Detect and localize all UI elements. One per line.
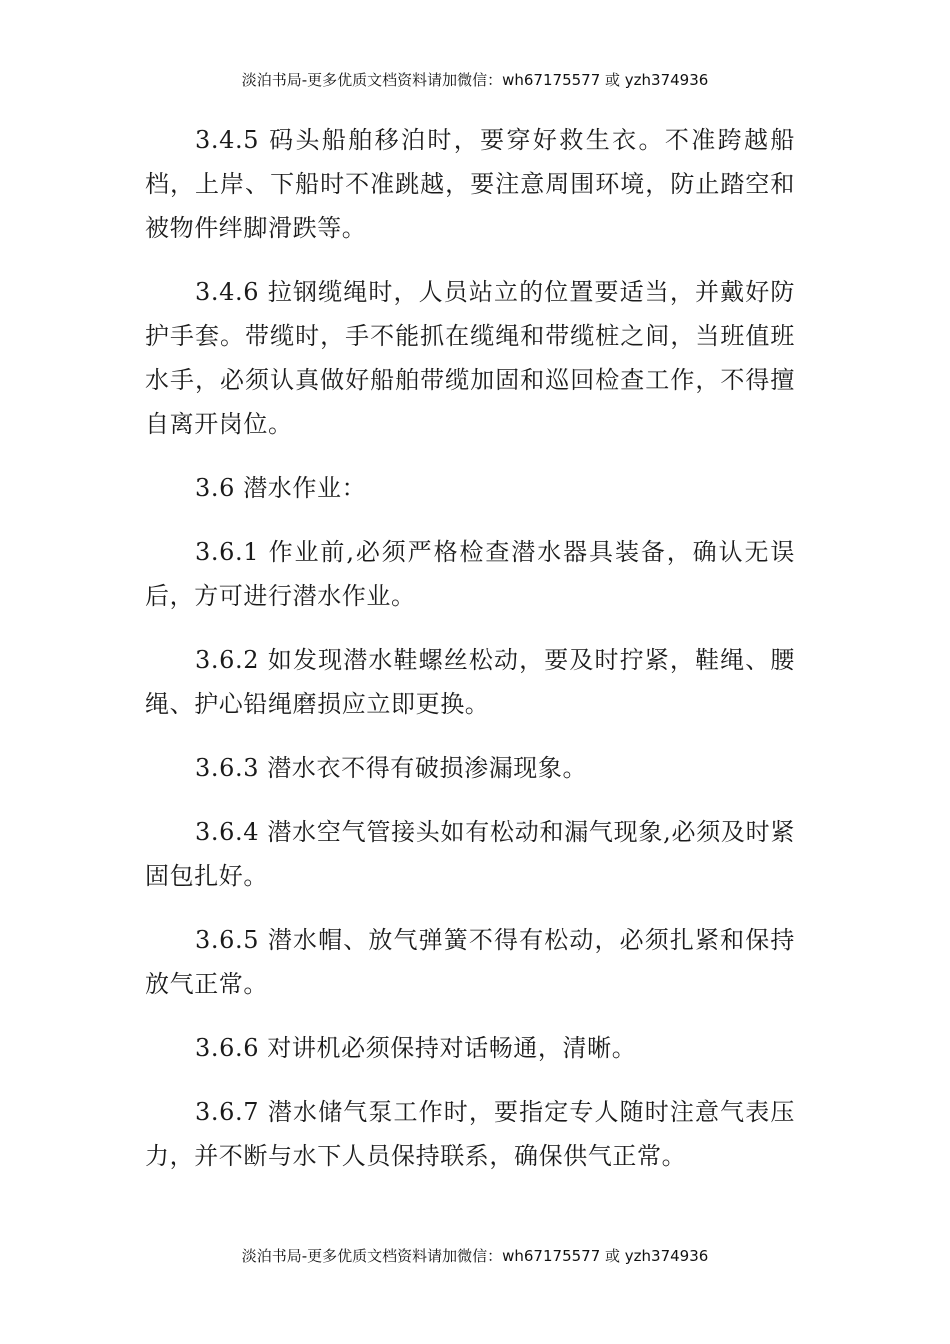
paragraph-3-4-5: 3.4.5 码头船舶移泊时，要穿好救生衣。不准跨越船档，上岸、下船时不准跳越，要注意周围环境，防止踏空和被物件绊脚滑跌等。 <box>145 126 795 242</box>
paragraph-3-6-4: 3.6.4 潜水空气管接头如有松动和漏气现象,必须及时紧固包扎好。 <box>145 818 795 890</box>
paragraph-3-6-7: 3.6.7 潜水储气泵工作时，要指定专人随时注意气表压力，并不断与水下人员保持联系，确保供气正常。 <box>145 1098 795 1170</box>
paragraph-3-6-6: 3.6.6 对讲机必须保持对话畅通，清晰。 <box>195 1034 637 1062</box>
paragraph-3-4-6: 3.4.6 拉钢缆绳时，人员站立的位置要适当，并戴好防护手套。带缆时，手不能抓在缆绳和带缆桩之间，当班值班水手，必须认真做好船舶带缆加固和巡回检查工作，不得擅自离开岗位。 <box>145 278 795 438</box>
paragraph-3-6-1: 3.6.1 作业前,必须严格检查潜水器具装备，确认无误后，方可进行潜水作业。 <box>145 538 795 610</box>
paragraph-3-6-3: 3.6.3 潜水衣不得有破损渗漏现象。 <box>195 754 588 782</box>
document-body <box>145 118 795 1198</box>
page-footer: 淡泊书局-更多优质文档资料请加微信：wh67175577 或 yzh374936 <box>241 1247 709 1265</box>
paragraph-3-6-5: 3.6.5 潜水帽、放气弹簧不得有松动，必须扎紧和保持放气正常。 <box>145 926 795 998</box>
section-heading-3-6: 3.6 潜水作业： <box>195 474 367 502</box>
page-header: 淡泊书局-更多优质文档资料请加微信：wh67175577 或 yzh374936 <box>241 71 709 89</box>
paragraph-3-6-2: 3.6.2 如发现潜水鞋螺丝松动，要及时拧紧，鞋绳、腰绳、护心铅绳磨损应立即更换。 <box>145 646 795 718</box>
